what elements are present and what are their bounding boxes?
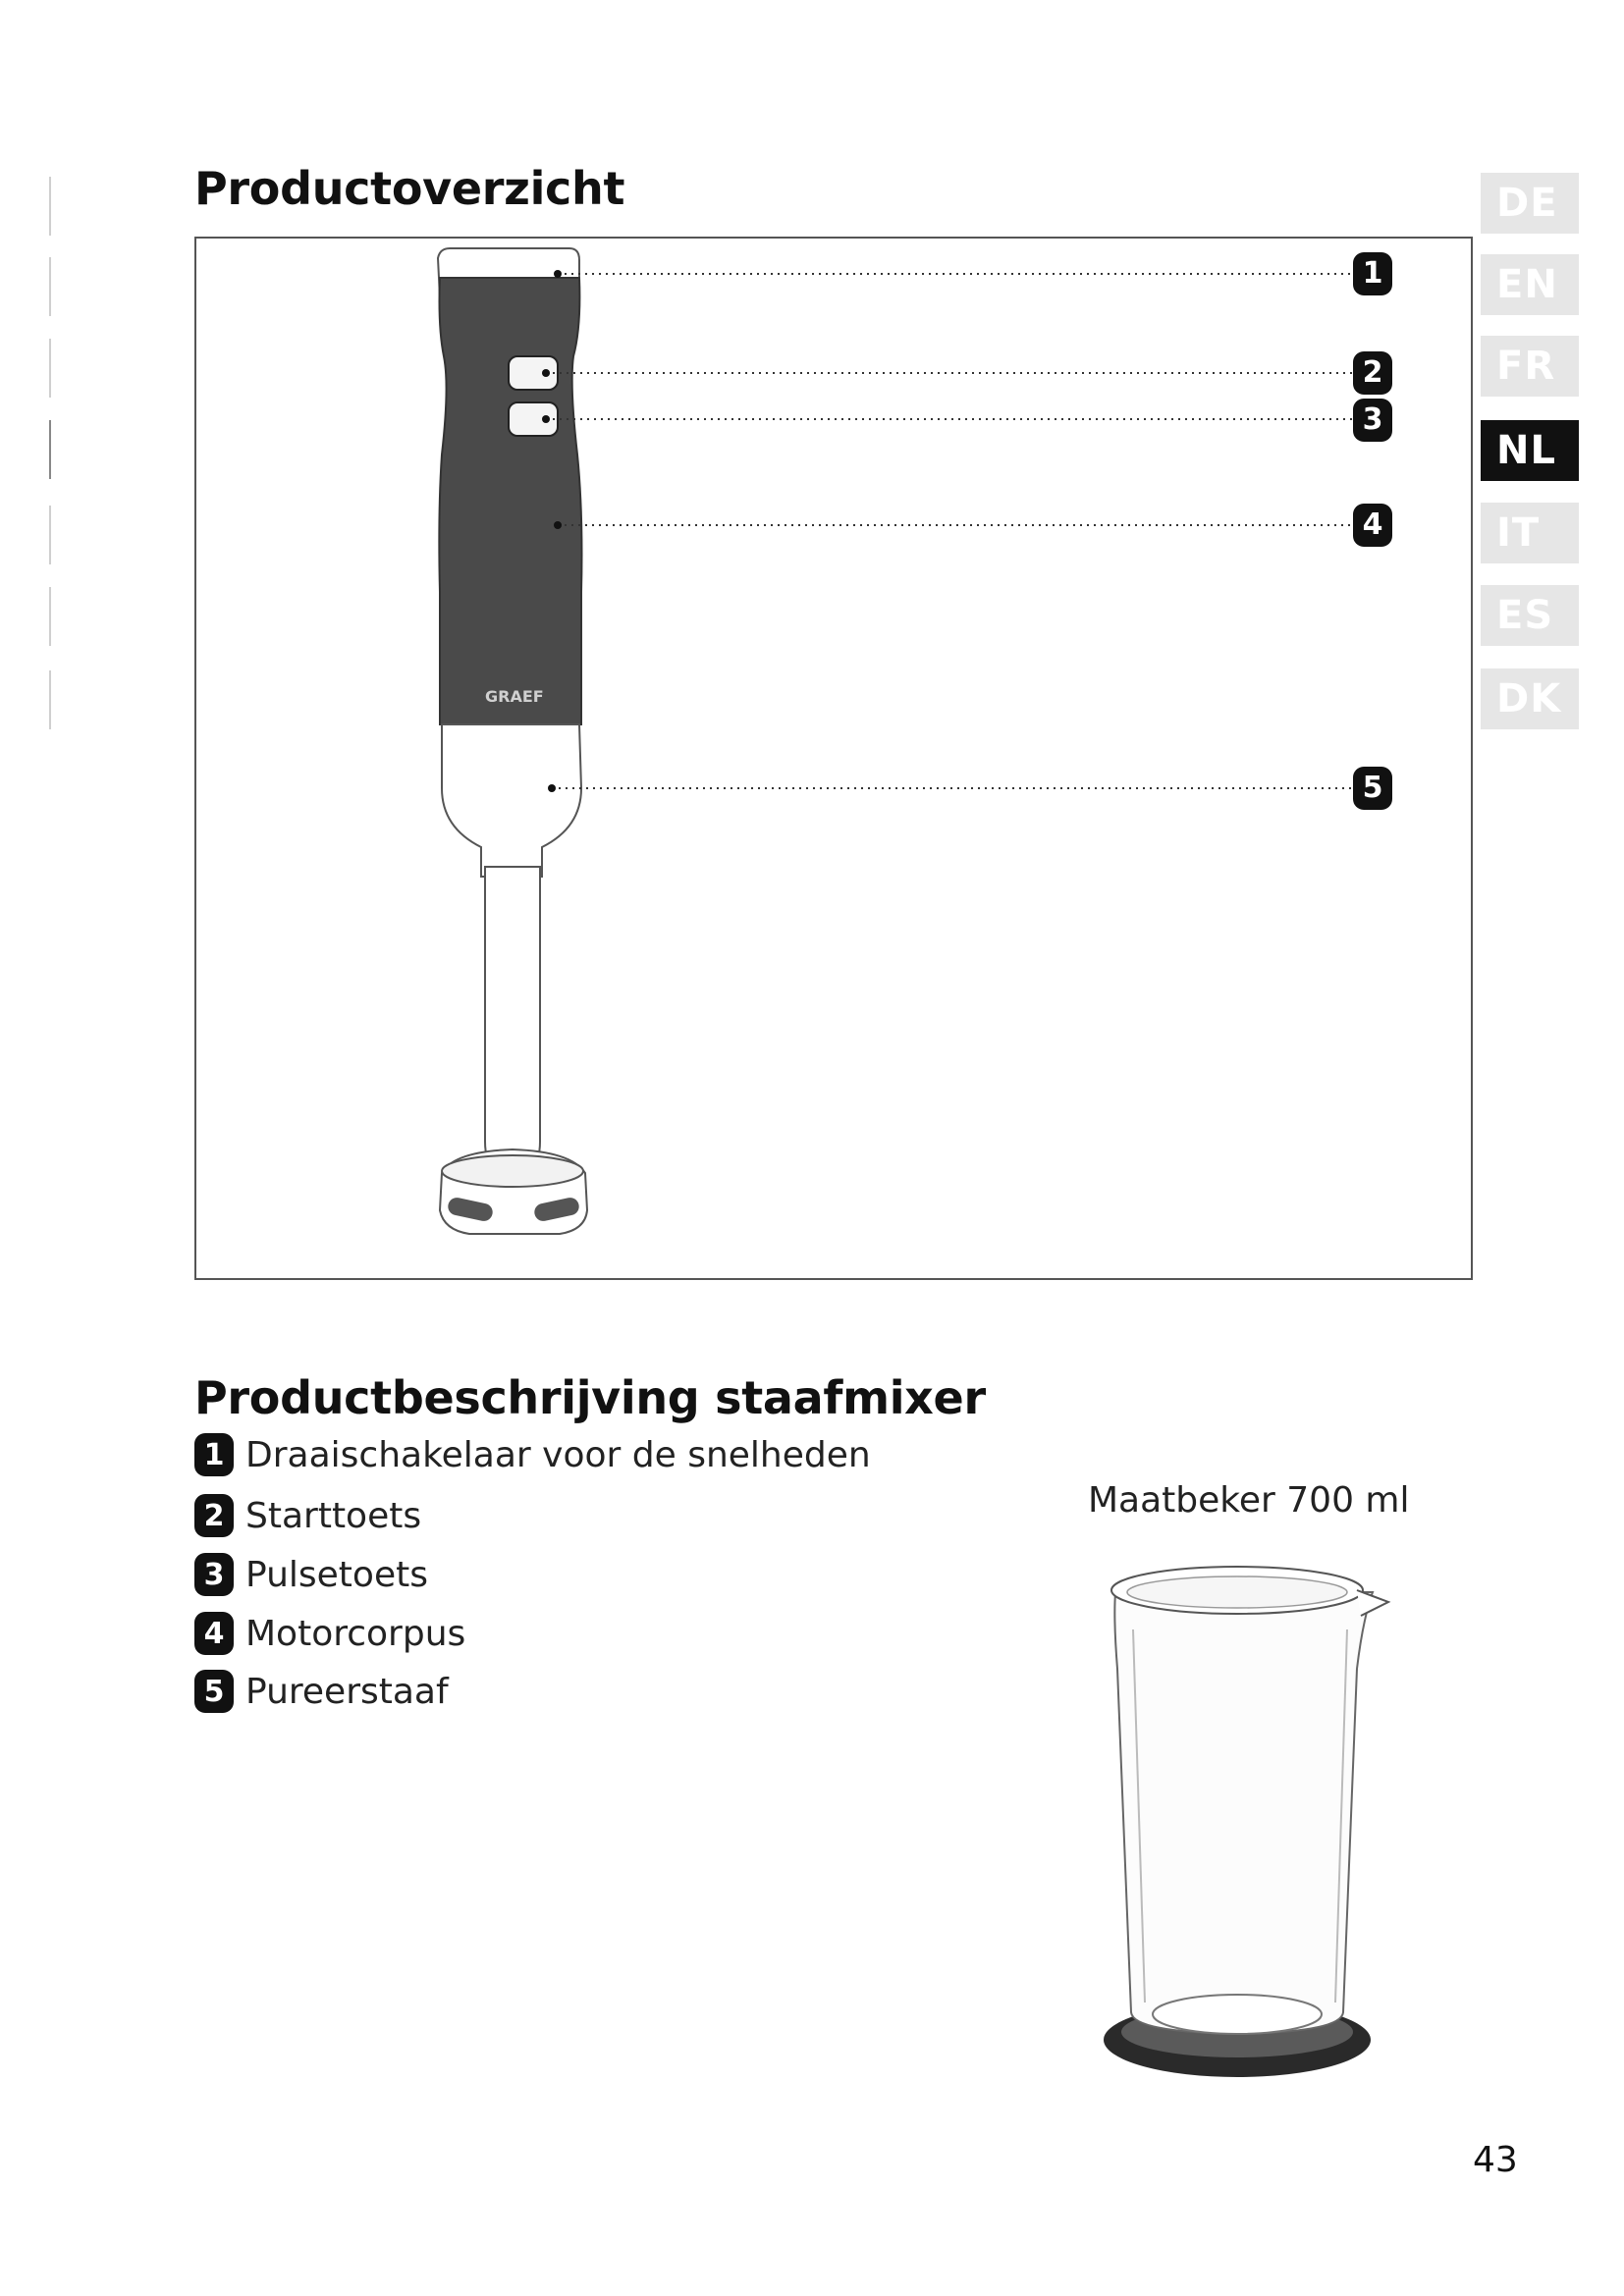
beaker-label: Maatbeker 700 ml [1088, 1480, 1410, 1521]
list-item [194, 1612, 465, 1655]
callout-5: 5 [1353, 767, 1392, 810]
item-number: 3 [194, 1553, 234, 1596]
item-number: 2 [194, 1494, 234, 1537]
page-title: Productoverzicht [194, 162, 625, 215]
item-label: Pureerstaaf [245, 1671, 449, 1712]
item-label: Starttoets [245, 1495, 422, 1536]
item-number: 5 [194, 1670, 234, 1713]
item-label: Pulsetoets [245, 1554, 428, 1595]
margin-mark [49, 506, 51, 564]
leader-dot [542, 369, 550, 377]
lang-tab-de[interactable]: DE [1481, 173, 1579, 234]
lang-tab-es[interactable]: ES [1481, 585, 1579, 646]
hand-blender-illustration [196, 239, 1475, 1282]
measuring-beaker-illustration [1090, 1551, 1404, 2101]
lang-tab-dk[interactable]: DK [1481, 668, 1579, 729]
list-item [194, 1670, 449, 1713]
blender-shaft [485, 867, 540, 1171]
callout-2: 2 [1353, 351, 1392, 395]
leader-dot [554, 521, 562, 529]
margin-mark [49, 420, 51, 479]
callout-1: 1 [1353, 252, 1392, 295]
pulse-button [509, 402, 558, 436]
callout-3: 3 [1353, 399, 1392, 442]
leader-dot [542, 415, 550, 423]
product-overview-figure [194, 237, 1473, 1280]
lang-tab-fr[interactable]: FR [1481, 336, 1579, 397]
leader-dot [548, 784, 556, 792]
beaker-bottom [1153, 1995, 1322, 2034]
margin-mark [49, 177, 51, 236]
margin-mark [49, 670, 51, 729]
beaker-rim-inner [1127, 1576, 1347, 1608]
start-button [509, 356, 558, 390]
margin-mark [49, 257, 51, 316]
lang-tab-nl[interactable]: NL [1481, 420, 1579, 481]
item-number: 4 [194, 1612, 234, 1655]
list-item [194, 1433, 871, 1476]
lang-tab-it[interactable]: IT [1481, 503, 1579, 563]
blender-foot-top [442, 1155, 583, 1187]
item-label: Motorcorpus [245, 1613, 466, 1654]
product-logo: GRAEF [485, 687, 544, 706]
item-number: 1 [194, 1433, 234, 1476]
section-title: Productbeschrijving staafmixer [194, 1371, 986, 1424]
callout-4: 4 [1353, 504, 1392, 547]
lang-tab-en[interactable]: EN [1481, 254, 1579, 315]
beaker-body [1114, 1592, 1373, 2034]
margin-mark [49, 587, 51, 646]
blender-motor-body [439, 278, 581, 724]
page-number: 43 [1473, 2140, 1518, 2180]
list-item [194, 1494, 421, 1537]
margin-mark [49, 339, 51, 398]
item-label: Draaischakelaar voor de snelheden [245, 1434, 871, 1475]
list-item [194, 1553, 428, 1596]
leader-dot [554, 270, 562, 278]
blender-lower-housing [442, 724, 581, 877]
